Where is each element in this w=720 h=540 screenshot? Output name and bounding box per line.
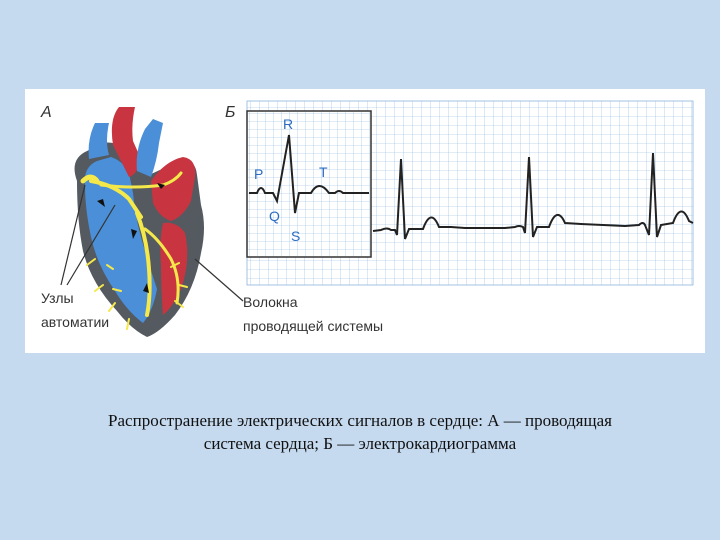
wave-label-p: P xyxy=(254,166,264,182)
vena-cava xyxy=(89,123,109,159)
figure-caption xyxy=(40,409,680,455)
wave-label-t: T xyxy=(319,164,328,180)
fibers-label-line1: Волокна xyxy=(243,294,298,310)
fibers-leader xyxy=(195,259,243,301)
wave-label-s: S xyxy=(291,228,301,244)
wave-label-r: R xyxy=(283,116,294,132)
panel-b-letter: Б xyxy=(225,104,236,121)
figure-panel xyxy=(25,89,705,353)
caption-line-1: Распространение электрических сигналов в сердце: А — проводящая xyxy=(108,411,612,430)
nodes-label-line2: автоматии xyxy=(41,314,110,330)
figure-svg xyxy=(25,89,705,353)
caption-line-2: система сердца; Б — электрокардиограмма xyxy=(203,434,517,453)
heart-illustration xyxy=(75,107,204,337)
panel-a-letter: А xyxy=(41,104,52,121)
pulmonary-artery xyxy=(137,119,163,177)
ecg-inset xyxy=(247,111,371,257)
wave-label-q: Q xyxy=(269,208,280,224)
fibers-label-line2: проводящей системы xyxy=(243,318,384,334)
nodes-label-line1: Узлы xyxy=(41,290,74,306)
